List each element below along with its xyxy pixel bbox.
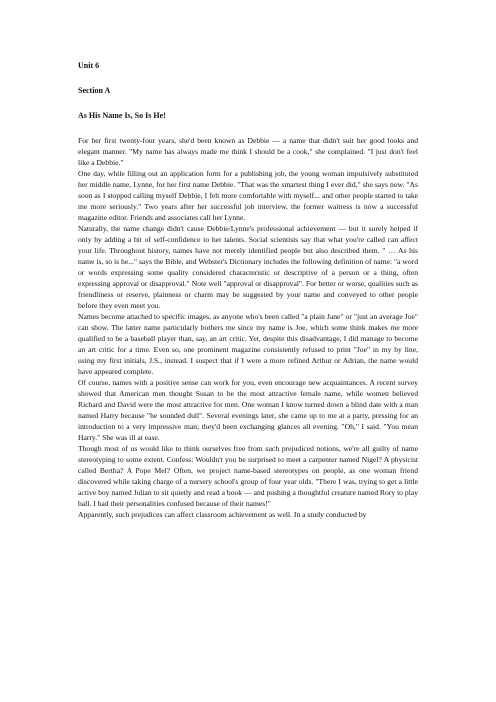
paragraph-3: Naturally, the name change didn't cause Debbie/Lynne's professional achievement — but it surely helped if only by adding a bit of self-confidence to her talents. Social scientists say that what you're called can affect your life. Throughout history, names have not merely identified people but also described them. " … As his name is, so is he..." says the Bible, and Webster's Dictionary includes the following definition of name: "a word or words expressing some quality considered characteristic or descriptive of a person or a thing, often expressing approval or disapproval." Note well "approval or disapproval". For better or worse, qualities such as friendliness or reserve, plainness or charm may be suggested by your name and conveyed to other people before they even meet you.	[78, 224, 418, 310]
section-heading: Section A	[78, 86, 111, 95]
unit-heading: Unit 6	[78, 61, 100, 70]
paragraph-7: Apparently, such prejudices can affect classroom achievement as well. In a study conducted by	[78, 510, 367, 519]
paragraph-1: For her first twenty-four years, she'd been known as Debbie — a name that didn't suit her good looks and elegant manner. "My name has always made me think I should be a cook," she complained. "I just don't feel like a Debbie."	[78, 136, 418, 167]
paragraph-4: Names become attached to specific images, as anyone who's been called "a plain Jane" or "just an average Joe" can show. The latter name particularly bothers me since my name is Joe, which some think makes me more qualified to be a baseball player than, say, an art critic. Yet, despite this disadvantage, I did manage to become an art critic for a time. Even so, one prominent magazine consistently refused to print "Joe" in my by line, using my first initials, J.S., instead. I suspect that if I were a more refined Arthur or Adrian, the name would have appeared complete.	[78, 312, 418, 376]
article-title: As His Name Is, So Is He!	[78, 111, 166, 120]
paragraph-6: Though most of us would like to think ourselves free from such prejudiced notions, we're all guilty of name stereotyping to some extent. Confess: Wouldn't you be surprised to meet a carpenter named Nigel? A physicist called Bertha? A Pope Mel? Often, we project name-based stereotypes on people, as one woman friend discovered while taking charge of a nursery school's group of four year olds. "There I was, trying to get a little active boy named Julian to sit quietly and read a book — and pushing a thoughtful creature named Rory to play ball. I had their personalities confused because of their names!"	[78, 444, 418, 508]
paragraph-5: Of course, names with a positive sense can work for you, even encourage new acquaintances. A recent survey showed that American men thought Susan to be the most attractive female name, while women believed Richard and David were the most attractive for men. One woman I know turned down a blind date with a man named Harry because "he sounded dull". Several evenings later, she came up to me at a party, pressing for an introduction to a very impressive man; they'd been exchanging glances all evening. "Oh," I said. "You mean Harry." She was ill at ease.	[78, 378, 418, 442]
document-page	[78, 60, 418, 520]
paragraph-2: One day, while filling out an application form for a publishing job, the young woman impulsively substituted her middle name, Lynne, for her first name Debbie. "That was the smartest thing I ever did," she says now. "As soon as I stopped calling myself Debbie, I felt more comfortable with myself... and other people started to take me more seriously." Two years after her successful job interview, the former waitress is now a successful magazine editor. Friends and associates call her Lynne.	[78, 169, 418, 222]
